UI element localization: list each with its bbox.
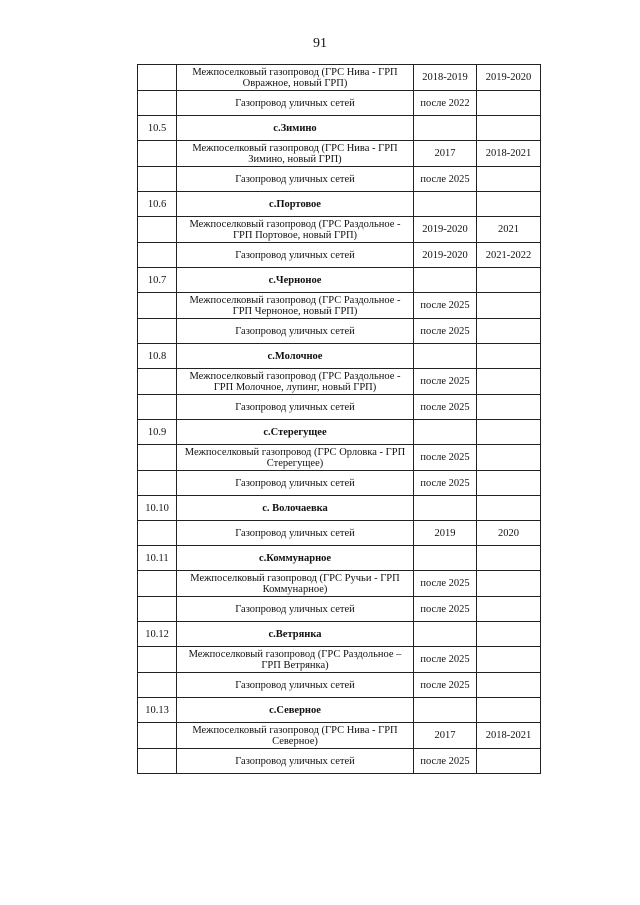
- settlement-name: с.Стерегущее: [177, 420, 414, 445]
- end-period: [477, 445, 541, 471]
- settlement-name: с.Зимино: [177, 116, 414, 141]
- section-number: 10.8: [138, 344, 177, 369]
- end-period: 2019-2020: [477, 65, 541, 91]
- page-number: 91: [313, 36, 327, 51]
- work-description: Газопровод уличных сетей: [177, 673, 414, 698]
- settlement-header-row: [138, 192, 541, 217]
- start-period: 2017: [414, 723, 477, 749]
- start-period: после 2025: [414, 571, 477, 597]
- section-number-cell: [138, 647, 177, 673]
- section-number: 10.7: [138, 268, 177, 293]
- end-period: 2021: [477, 217, 541, 243]
- table-row: [138, 65, 541, 91]
- section-number-cell: [138, 723, 177, 749]
- settlement-name: с.Коммунарное: [177, 546, 414, 571]
- work-description: Межпоселковый газопровод (ГРС Орловка - ГРП Стерегущее): [177, 445, 414, 471]
- section-number-cell: [138, 597, 177, 622]
- start-period: после 2025: [414, 167, 477, 192]
- table-row: [138, 91, 541, 116]
- work-description: Газопровод уличных сетей: [177, 243, 414, 268]
- end-period: 2018-2021: [477, 141, 541, 167]
- start-period: после 2025: [414, 471, 477, 496]
- settlement-header-row: [138, 344, 541, 369]
- end-period: [477, 167, 541, 192]
- settlement-name: с.Северное: [177, 698, 414, 723]
- settlement-header-row: [138, 622, 541, 647]
- start-period: после 2025: [414, 647, 477, 673]
- gasification-table: [137, 64, 541, 774]
- start-period-cell: [414, 192, 477, 217]
- table-row: [138, 571, 541, 597]
- table-body: [138, 65, 541, 774]
- start-period: 2019-2020: [414, 217, 477, 243]
- start-period: после 2025: [414, 395, 477, 420]
- end-period: 2018-2021: [477, 723, 541, 749]
- settlement-header-row: [138, 496, 541, 521]
- start-period-cell: [414, 420, 477, 445]
- end-period: [477, 293, 541, 319]
- work-description: Газопровод уличных сетей: [177, 521, 414, 546]
- start-period-cell: [414, 698, 477, 723]
- work-description: Газопровод уличных сетей: [177, 167, 414, 192]
- start-period: после 2022: [414, 91, 477, 116]
- settlement-header-row: [138, 546, 541, 571]
- start-period-cell: [414, 546, 477, 571]
- end-period: [477, 369, 541, 395]
- table-row: [138, 217, 541, 243]
- start-period-cell: [414, 268, 477, 293]
- start-period: после 2025: [414, 749, 477, 774]
- section-number-cell: [138, 571, 177, 597]
- start-period-cell: [414, 496, 477, 521]
- end-period: [477, 91, 541, 116]
- work-description: Межпоселковый газопровод (ГРС Раздольное – ГРП Ветрянка): [177, 647, 414, 673]
- end-period: [477, 319, 541, 344]
- table-row: [138, 167, 541, 192]
- section-number-cell: [138, 471, 177, 496]
- start-period: после 2025: [414, 445, 477, 471]
- work-description: Газопровод уличных сетей: [177, 91, 414, 116]
- end-period-cell: [477, 344, 541, 369]
- end-period-cell: [477, 420, 541, 445]
- table-row: [138, 141, 541, 167]
- settlement-header-row: [138, 420, 541, 445]
- section-number: 10.5: [138, 116, 177, 141]
- start-period: 2019-2020: [414, 243, 477, 268]
- table-row: [138, 647, 541, 673]
- work-description: Межпоселковый газопровод (ГРС Раздольное - ГРП Портовое, новый ГРП): [177, 217, 414, 243]
- section-number: 10.9: [138, 420, 177, 445]
- end-period-cell: [477, 268, 541, 293]
- work-description: Газопровод уличных сетей: [177, 395, 414, 420]
- work-description: Газопровод уличных сетей: [177, 749, 414, 774]
- table-row: [138, 319, 541, 344]
- end-period: [477, 597, 541, 622]
- table-row: [138, 293, 541, 319]
- work-description: Межпоселковый газопровод (ГРС Нива - ГРП Овражное, новый ГРП): [177, 65, 414, 91]
- section-number-cell: [138, 91, 177, 116]
- end-period-cell: [477, 116, 541, 141]
- section-number-cell: [138, 673, 177, 698]
- table-row: [138, 395, 541, 420]
- table-row: [138, 521, 541, 546]
- start-period: после 2025: [414, 597, 477, 622]
- end-period: 2020: [477, 521, 541, 546]
- section-number-cell: [138, 749, 177, 774]
- section-number-cell: [138, 445, 177, 471]
- table-row: [138, 673, 541, 698]
- end-period: [477, 395, 541, 420]
- table-row: [138, 243, 541, 268]
- end-period: [477, 749, 541, 774]
- end-period: [477, 471, 541, 496]
- end-period: [477, 571, 541, 597]
- settlement-header-row: [138, 116, 541, 141]
- section-number-cell: [138, 243, 177, 268]
- end-period: [477, 647, 541, 673]
- end-period-cell: [477, 496, 541, 521]
- section-number: 10.12: [138, 622, 177, 647]
- settlement-name: с.Портовое: [177, 192, 414, 217]
- table-row: [138, 723, 541, 749]
- work-description: Газопровод уличных сетей: [177, 471, 414, 496]
- start-period: 2018-2019: [414, 65, 477, 91]
- work-description: Межпоселковый газопровод (ГРС Нива - ГРП Северное): [177, 723, 414, 749]
- section-number-cell: [138, 167, 177, 192]
- end-period-cell: [477, 622, 541, 647]
- end-period: [477, 673, 541, 698]
- table-row: [138, 471, 541, 496]
- end-period-cell: [477, 546, 541, 571]
- start-period: после 2025: [414, 673, 477, 698]
- section-number: 10.13: [138, 698, 177, 723]
- section-number: 10.11: [138, 546, 177, 571]
- work-description: Межпоселковый газопровод (ГРС Ручьи - ГРП Коммунарное): [177, 571, 414, 597]
- work-description: Межпоселковый газопровод (ГРС Раздольное - ГРП Молочное, лупинг, новый ГРП): [177, 369, 414, 395]
- section-number-cell: [138, 369, 177, 395]
- work-description: Межпоселковый газопровод (ГРС Раздольное - ГРП Черноное, новый ГРП): [177, 293, 414, 319]
- start-period: после 2025: [414, 319, 477, 344]
- end-period-cell: [477, 192, 541, 217]
- section-number: 10.10: [138, 496, 177, 521]
- section-number-cell: [138, 521, 177, 546]
- start-period-cell: [414, 622, 477, 647]
- work-description: Межпоселковый газопровод (ГРС Нива - ГРП Зимино, новый ГРП): [177, 141, 414, 167]
- settlement-name: с.Молочное: [177, 344, 414, 369]
- settlement-name: с.Черноное: [177, 268, 414, 293]
- end-period: 2021-2022: [477, 243, 541, 268]
- start-period: после 2025: [414, 293, 477, 319]
- work-description: Газопровод уличных сетей: [177, 597, 414, 622]
- end-period-cell: [477, 698, 541, 723]
- table-row: [138, 445, 541, 471]
- section-number-cell: [138, 141, 177, 167]
- section-number: 10.6: [138, 192, 177, 217]
- section-number-cell: [138, 319, 177, 344]
- settlement-name: с.Ветрянка: [177, 622, 414, 647]
- section-number-cell: [138, 217, 177, 243]
- settlement-header-row: [138, 698, 541, 723]
- start-period-cell: [414, 116, 477, 141]
- work-description: Газопровод уличных сетей: [177, 319, 414, 344]
- section-number-cell: [138, 65, 177, 91]
- start-period: после 2025: [414, 369, 477, 395]
- start-period-cell: [414, 344, 477, 369]
- start-period: 2019: [414, 521, 477, 546]
- table-row: [138, 369, 541, 395]
- table-row: [138, 749, 541, 774]
- settlement-name: с. Волочаевка: [177, 496, 414, 521]
- start-period: 2017: [414, 141, 477, 167]
- table-row: [138, 597, 541, 622]
- section-number-cell: [138, 293, 177, 319]
- section-number-cell: [138, 395, 177, 420]
- settlement-header-row: [138, 268, 541, 293]
